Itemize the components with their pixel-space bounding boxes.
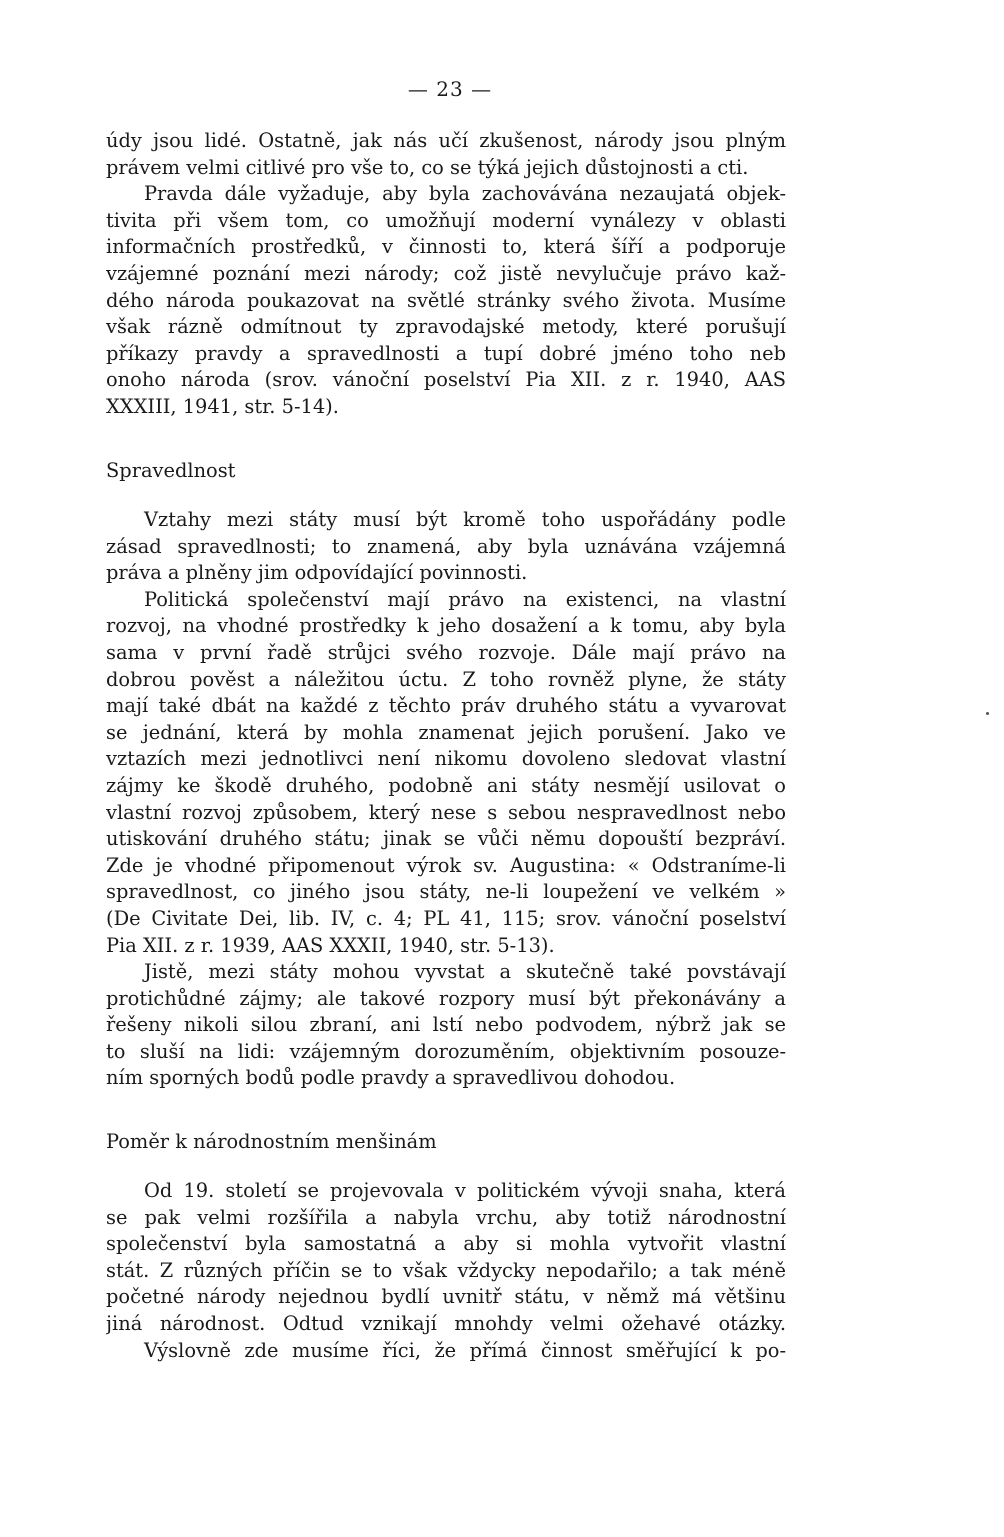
text-line: údy jsou lidé. Ostatně, jak nás učí zkušenost, národy jsou plným [106,129,786,152]
text-line: XXXIII, 1941, str. 5-14). [106,394,339,418]
text-line: zásad spravedlnosti; to znamená, aby byla uznávána vzájemná [106,534,786,558]
text-line: ním sporných bodů podle pravdy a spravedlivou dohodou. [106,1066,676,1090]
text-line: vlastní rozvoj způsobem, který nese s sebou nespravedlnost nebo [106,800,786,824]
text-line: (De Civitate Dei, lib. IV, c. 4; PL 41, 115; srov. vánoční poselství [106,906,786,930]
text-line: se pak velmi rozšířila a nabyla vrchu, aby totiž národnostní [106,1205,786,1229]
text-line: spravedlnost, co jiného jsou státy, ne-li loupežení ve velkém » [106,880,786,904]
text-line: stát. Z různých příčin se to však vždycky nepodařilo; a tak méně [106,1258,786,1282]
text-line: sama v první řadě strůjci svého rozvoje. Dále mají právo na [106,640,786,664]
paragraph-block-minorities [106,1178,786,1364]
text-line: Vztahy mezi státy musí být kromě toho uspořádány podle [144,508,786,531]
text-line: Pia XII. z r. 1939, AAS XXXII, 1940, str. 5-13). [106,933,555,957]
section-heading-justice: Spravedlnost [106,459,236,482]
text-line: zájmy ke škodě druhého, podobně ani státy nesmějí usilovat o [106,773,786,797]
text-line: Od 19. století se projevovala v politickém vývoji snaha, která [144,1179,786,1202]
text-line: to sluší na lidi: vzájemným dorozuměním, objektivním posouze- [106,1039,786,1063]
text-line: se jednání, která by mohla znamenat jejich porušení. Jako ve [106,720,786,744]
text-line: Pravda dále vyžaduje, aby byla zachovávána nezaujatá objek- [144,182,786,206]
text-line: jiná národnost. Odtud vznikají mnohdy velmi ožehavé otázky. [106,1311,786,1335]
text-line: dého národa poukazovat na světlé stránky svého života. Musíme [106,288,786,312]
text-line: právem velmi citlivé pro vše to, co se týká jejich důstojnosti a cti. [106,155,749,179]
text-line: vzájemné poznání mezi národy; což jistě nevylučuje právo kaž- [106,261,786,285]
text-line: rozvoj, na vhodné prostředky k jeho dosažení a k tomu, aby byla [106,614,786,638]
text-line: utiskování druhého státu; jinak se vůči němu dopouští bezpráví. [106,827,786,851]
section-heading-minorities: Poměr k národnostním menšinám [106,1130,437,1153]
margin-speck [986,712,989,715]
text-line: početné národy nejednou bydlí uvnitř státu, v němž má většinu [106,1285,786,1309]
text-line: Politická společenství mají právo na existenci, na vlastní [144,587,786,611]
text-line: práva a plněny jim odpovídající povinnosti. [106,561,528,585]
text-line: společenství byla samostatná a aby si mohla vytvořit vlastní [106,1232,786,1256]
text-line: Jistě, mezi státy mohou vyvstat a skutečně také povstávají [144,960,786,984]
text-line: příkazy pravdy a spravedlnosti a tupí dobré jméno toho neb [106,341,786,365]
text-line: Zde je vhodné připomenout výrok sv. Augustina: « Odstraníme-li [106,853,786,877]
text-line: informačních prostředků, v činnosti to, která šíří a podporuje [106,235,786,259]
text-line: protichůdné zájmy; ale takové rozpory musí být překonávány a [106,986,786,1010]
text-line: mají také dbát na každé z těchto práv druhého státu a vyvarovat [106,694,786,718]
text-line: Výslovně zde musíme říci, že přímá činnost směřující k po- [144,1338,786,1362]
paragraph-block-truth [106,128,786,421]
text-line: řešeny nikoli silou zbraní, ani lstí nebo podvodem, nýbrž jak se [106,1013,786,1037]
text-line: dobrou pověst a náležitou úctu. Z toho rovněž plyne, že státy [106,667,786,691]
text-line: tivita při všem tom, co umožňují moderní vynálezy v oblasti [106,208,786,232]
text-line: vztazích mezi jednotlivci není nikomu dovoleno sledovat vlastní [106,747,786,771]
page-number: — 23 — [407,77,493,101]
paragraph-block-justice [106,507,786,1092]
text-line: onoho národa (srov. vánoční poselství Pia XII. z r. 1940, AAS [106,368,786,392]
text-line: však rázně odmítnout ty zpravodajské metody, které porušují [106,315,786,339]
